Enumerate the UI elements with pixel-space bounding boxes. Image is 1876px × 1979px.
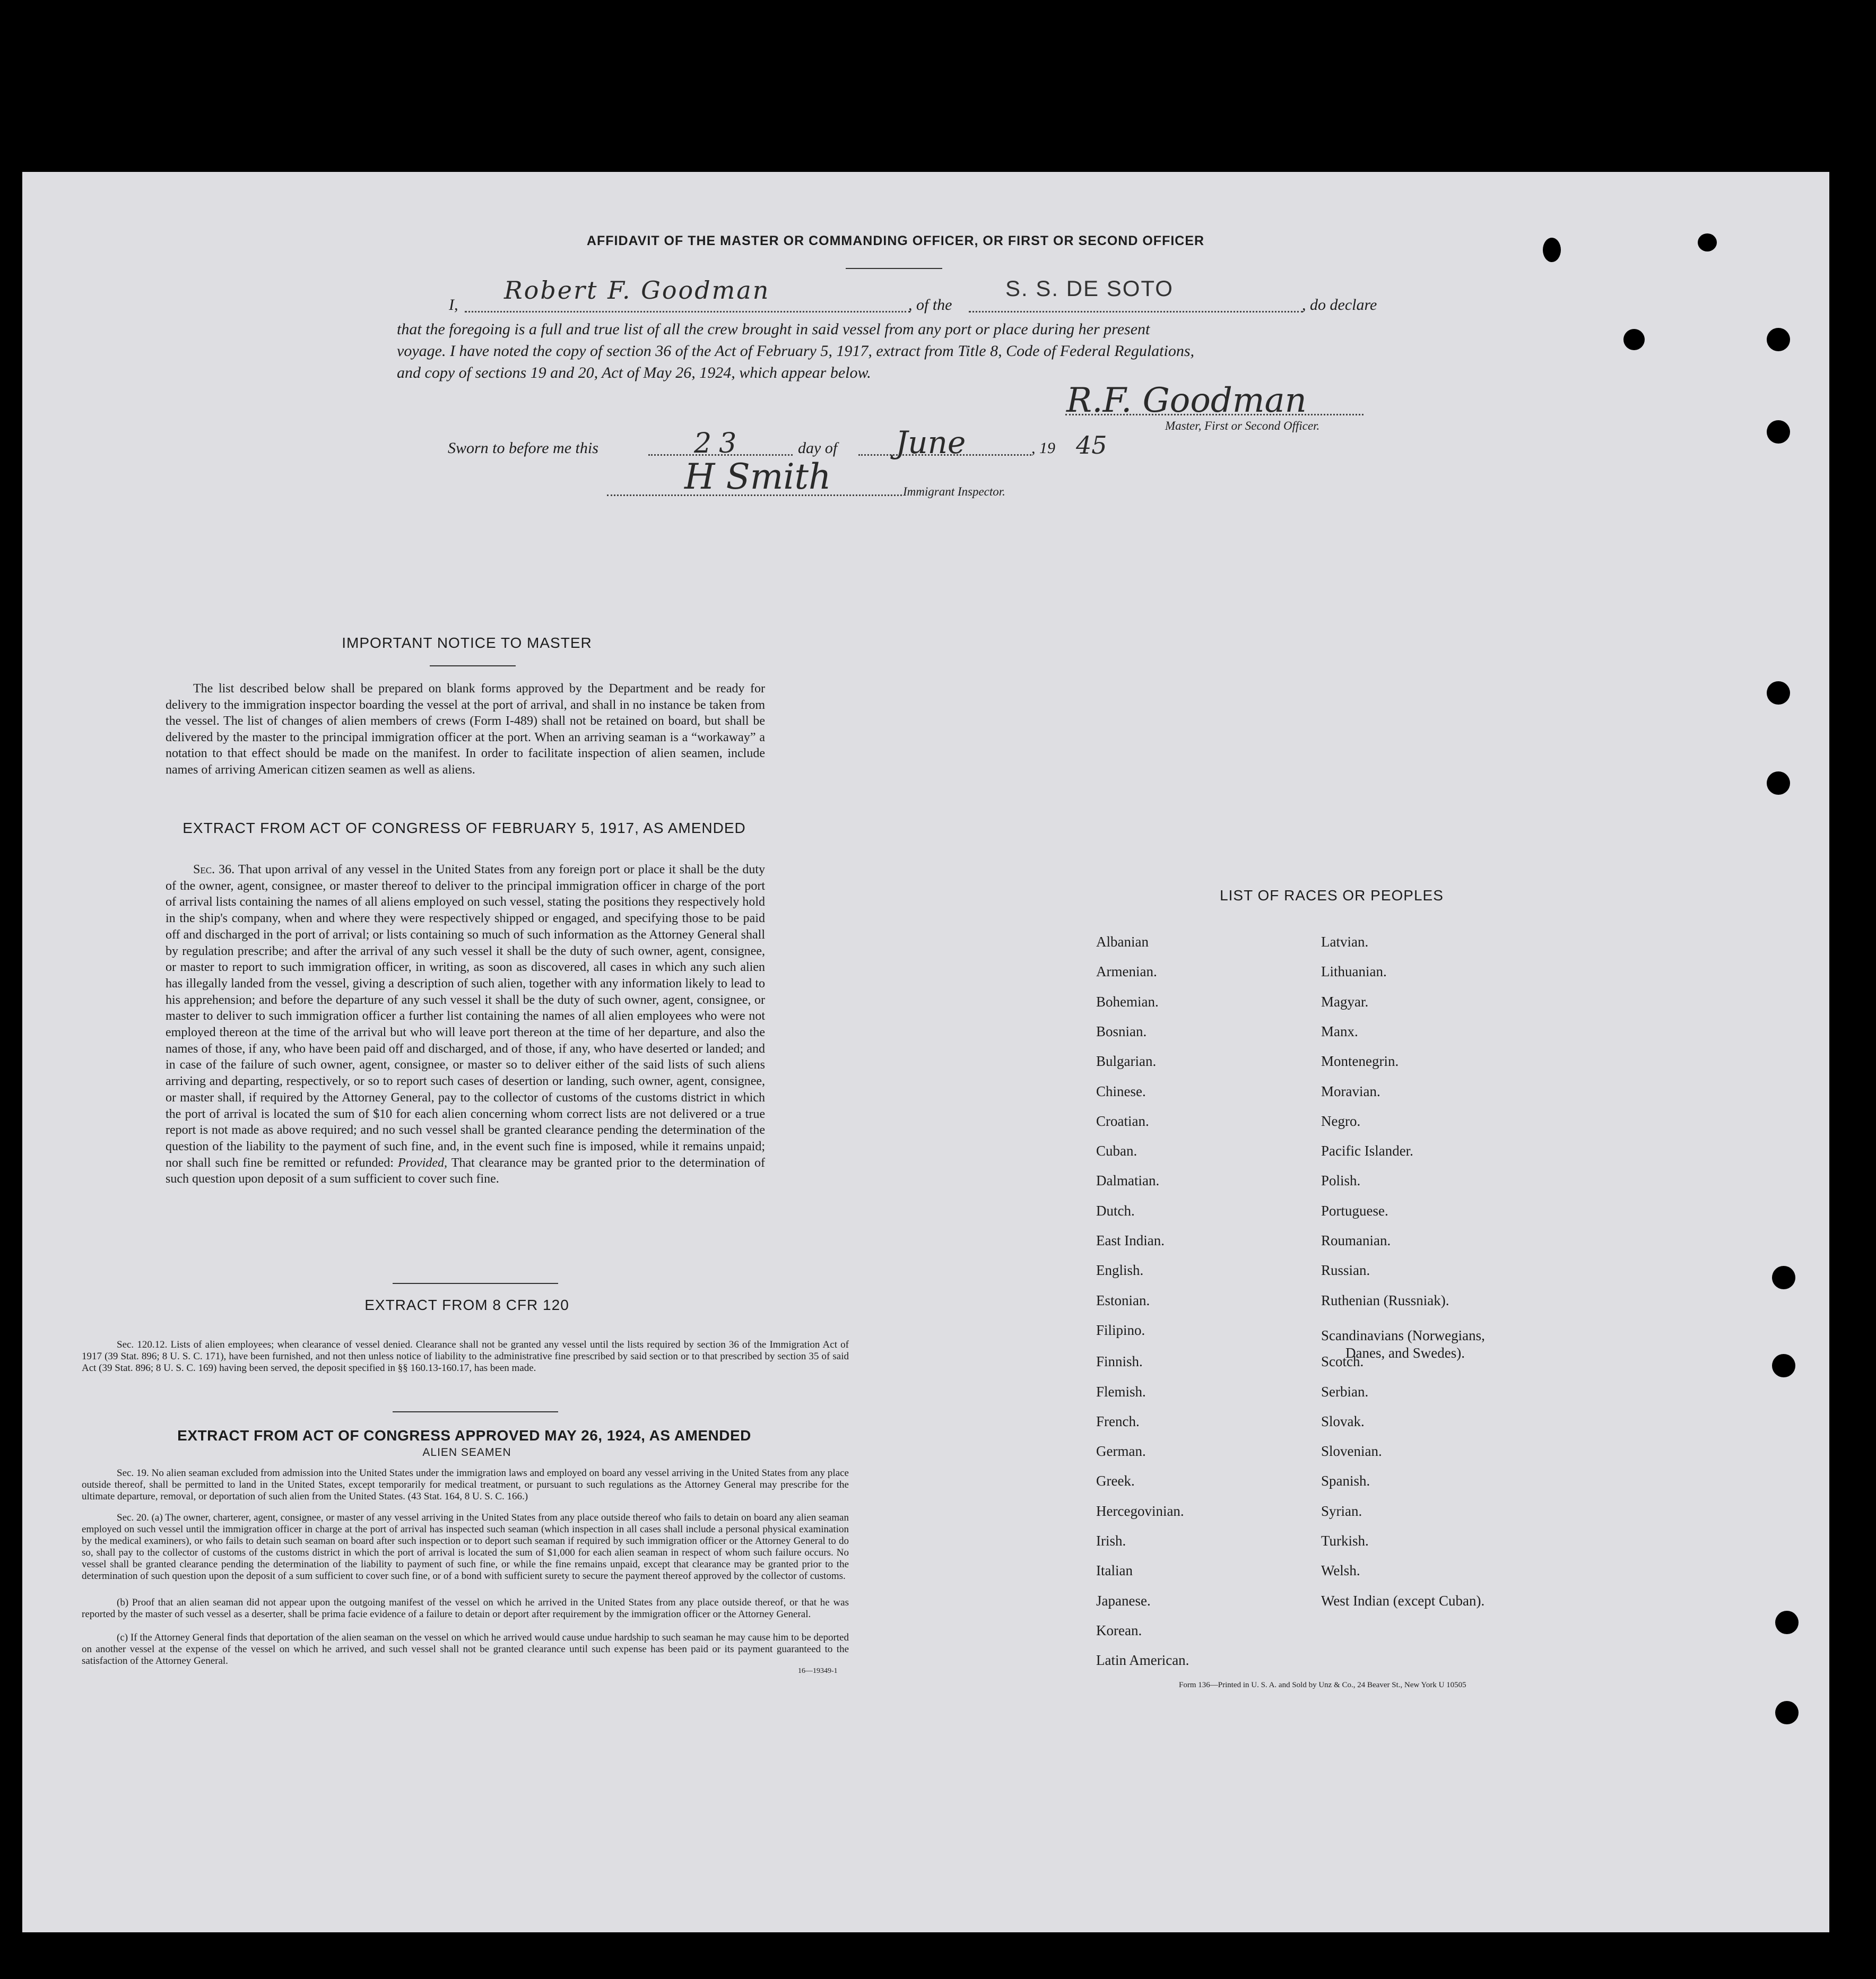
race-item: Finnish.: [1096, 1353, 1143, 1370]
day-of-label: day of: [798, 439, 838, 457]
race-item: Portuguese.: [1321, 1202, 1388, 1219]
race-item: Turkish.: [1321, 1533, 1369, 1549]
race-item: Manx.: [1321, 1023, 1358, 1039]
inspector-signature: H Smith: [684, 456, 831, 497]
races-title: LIST OF RACES OR PEOPLES: [1220, 887, 1444, 904]
race-item: Negro.: [1321, 1113, 1361, 1129]
cfr-title: EXTRACT FROM 8 CFR 120: [364, 1297, 569, 1313]
affidavit-pronoun: I,: [449, 296, 458, 314]
punch-hole: [1772, 1354, 1795, 1377]
vessel-line: [969, 311, 1303, 313]
punch-hole: [1767, 771, 1790, 795]
race-item: Hercegovinian.: [1096, 1503, 1184, 1519]
race-item: West Indian (except Cuban).: [1321, 1592, 1485, 1609]
race-item: German.: [1096, 1443, 1146, 1460]
sec-19-text: Sec. 19. No alien seaman excluded from admission into the United States under the immigration laws and employed on board any vessel arriving in the United States from any place outside thereof, shall be permitted to land in the United States, except temporarily for medical treatment, or pursuant to such regulations as the Attorney General may prescribe for the ultimate departure, removal, or deportation of such alien from the United States. (43 Stat. 164, 8 U. S. C. 166.): [82, 1468, 849, 1502]
form-code: 16—19349-1: [798, 1667, 838, 1675]
race-item: Dutch.: [1096, 1202, 1135, 1219]
race-item: Dalmatian.: [1096, 1173, 1160, 1189]
punch-hole: [1775, 1701, 1799, 1724]
sworn-prefix: Sworn to before me this: [448, 439, 598, 457]
notice-title: IMPORTANT NOTICE TO MASTER: [342, 635, 592, 651]
race-item: Bulgarian.: [1096, 1053, 1157, 1070]
punch-hole: [1767, 420, 1790, 444]
affidavit-body-3: and copy of sections 19 and 20, Act of May 26, 1924, which appear below.: [397, 364, 871, 381]
race-item: Moravian.: [1321, 1083, 1380, 1099]
race-item: Lithuanian.: [1321, 964, 1387, 980]
race-item: Syrian.: [1321, 1503, 1362, 1519]
race-item: East Indian.: [1096, 1232, 1165, 1248]
cfr-text: Sec. 120.12. Lists of alien employees; when clearance of vessel denied. Clearance shall not be granted any vessel until the lists required by section 36 of the Immigration Act of 1917 (39 Stat. 896; 8 U. S. C. 171), have been furnished, and not then unless notice of liability to the administrative fine prescribed by said section or to that prescribed by section 35 of said Act (39 Stat. 896; 8 U. S. C. 169) having been served, the deposit specified in §§ 160.13-160.17, has been made.: [82, 1339, 849, 1374]
punch-hole: [1623, 329, 1645, 350]
race-item: French.: [1096, 1413, 1140, 1429]
provided-label: Provided,: [397, 1156, 448, 1170]
punch-hole: [1698, 233, 1717, 251]
race-item: Russian.: [1321, 1262, 1370, 1279]
race-item: Slovenian.: [1321, 1443, 1382, 1460]
affidavit-body-1: that the foregoing is a full and true list of all the crew brought in said vessel from any port or place during her present: [397, 320, 1150, 338]
sworn-month: June: [896, 424, 966, 461]
extract-1917-text: [166, 862, 765, 1187]
race-item: Armenian.: [1096, 964, 1157, 980]
section-label: Sec. 36.: [193, 863, 235, 876]
race-item: Serbian.: [1321, 1383, 1369, 1400]
race-item: Scandinavians (Norwegians,: [1321, 1327, 1485, 1343]
race-item: Cuban.: [1096, 1143, 1137, 1159]
race-item: Roumanian.: [1321, 1232, 1391, 1248]
inspector-caption: Immigrant Inspector.: [903, 485, 1005, 498]
sec-20c-text: (c) If the Attorney General finds that deportation of the alien seaman on the vessel on which he arrived would cause undue hardship to such seaman he may cause him to be deported on another vessel at the expense of the vessel on which he arrived, and such vessel shall not be granted clearance until such expense has been paid or its payment guaranteed to the satisfaction of the Attorney General.: [82, 1632, 849, 1666]
vessel-name: S. S. DE SOTO: [1005, 276, 1174, 301]
race-item: Irish.: [1096, 1533, 1126, 1549]
race-item: Chinese.: [1096, 1083, 1146, 1099]
race-item: Latvian.: [1321, 934, 1369, 950]
race-item: Bosnian.: [1096, 1023, 1147, 1039]
race-item: Bohemian.: [1096, 993, 1159, 1010]
race-item: English.: [1096, 1262, 1144, 1279]
race-item: Flemish.: [1096, 1383, 1146, 1400]
race-item: Latin American.: [1096, 1652, 1189, 1669]
extract-1924-subtitle: ALIEN SEAMEN: [422, 1446, 511, 1459]
sec-20a-text: Sec. 20. (a) The owner, charterer, agent, consignee, or master of any vessel arriving in the United States from any place outside thereof who fails to detain on board any alien seaman employed on such vessel until the immigration officer in charge at the port of arrival has inspected such seaman (which inspection in all cases shall include a personal physical examination by the medical examiners), or who fails to detain such seaman on board after such inspection or to deport such seaman if required by such immigration officer or the Attorney General to do so, shall pay to the collector of customs of the customs district in which the port of arrival is located the sum of $1,000 for each alien seaman in respect of whom such failure occurs. No vessel shall be granted clearance pending the determination of the liability to payment of such fine, or while the fine remains unpaid, except that clearance may be granted prior to the determination of such question upon the deposit of a sum sufficient to cover such fine, or of a bond with sufficient surety to secure the payment thereof approved by the collector of customs.: [82, 1512, 849, 1582]
race-item: Korean.: [1096, 1622, 1142, 1638]
race-item: Slovak.: [1321, 1413, 1365, 1429]
divider: [393, 1411, 558, 1412]
race-item: Estonian.: [1096, 1292, 1150, 1308]
race-item: Filipino.: [1096, 1322, 1145, 1338]
extract-1917-title: EXTRACT FROM ACT OF CONGRESS OF FEBRUARY 5, 1917, AS AMENDED: [183, 820, 746, 836]
divider: [393, 1283, 558, 1284]
punch-hole: [1767, 328, 1790, 351]
year-prefix: , 19: [1031, 439, 1055, 457]
race-item: Croatian.: [1096, 1113, 1149, 1129]
affidavit-title: AFFIDAVIT OF THE MASTER OR COMMANDING OFFICER, OR FIRST OR SECOND OFFICER: [586, 233, 1205, 248]
sec-20b-text: (b) Proof that an alien seaman did not appear upon the outgoing manifest of the vessel on which he arrived in the United States from any place outside thereof, or that he was reported by the master of such vessel as a deserter, shall be prima facie evidence of a failure to detain or deport after requirement by the immigration officer or the Attorney General.: [82, 1597, 849, 1620]
race-item: Danes, and Swedes).: [1345, 1345, 1465, 1361]
race-item: Ruthenian (Russniak).: [1321, 1292, 1449, 1308]
race-item: Montenegrin.: [1321, 1053, 1399, 1070]
master-name: Robert F. Goodman: [504, 276, 770, 305]
race-item: Polish.: [1321, 1173, 1361, 1189]
race-item: Greek.: [1096, 1473, 1135, 1489]
extract-1924-title: EXTRACT FROM ACT OF CONGRESS APPROVED MAY 26, 1924, AS AMENDED: [177, 1427, 751, 1444]
do-declare-label: , do declare: [1302, 296, 1377, 314]
race-item: Pacific Islander.: [1321, 1143, 1413, 1159]
section-36-text: That upon arrival of any vessel in the United States from any foreign port or place it shall be the duty of the owner, agent, consignee, or master thereof to deliver to the principal immigration officer in charge of the port of arrival lists containing the names of all aliens employed on such vessel, stating the positions they respectively hold in the ship's company, when and where they were respectively shipped or engaged, and specifying those to be paid off and discharged in the port of arrival; or lists containing so much of such information as the Attorney General shall by regulation prescribe; and after the arrival of any such vessel it shall be the duty of such owner, agent, consignee, or master to report to such immigration officer, in writing, as soon as discovered, all cases in which any such alien has illegally landed from the vessel, giving a description of such alien, together with any information likely to lead to his apprehension; and before the departure of any such vessel it shall be the duty of such owner, agent, consignee, or master to deliver to such immigration officer a further list containing the names of all alien employees who were not employed thereon at the time of the arrival but who will leave port thereon at the time of her departure, and also the names of those, if any, who have been paid off and discharged, and of those, if any, who have deserted or landed; and in case of the failure of such owner, agent, consignee, or master so to deliver either of the said lists of such aliens arriving and departing, respectively, or so to report such cases of desertion or landing, such owner, agent, consignee, or master shall, if required by the Attorney General, pay to the collector of customs of the customs district in which the port of arrival is located the sum of $10 for each alien concerning whom correct lists are not delivered or a true report is not made as above required; and no such vessel shall be granted clearance pending the determination of the question of the liability to the payment of such fine, and, in the event such fine is imposed, while it remains unpaid; nor shall such fine be remitted or refunded:: [166, 863, 765, 1170]
name-line: [465, 311, 910, 313]
punch-hole: [1767, 681, 1790, 705]
affidavit-body-2: voyage. I have noted the copy of section 36 of the Act of February 5, 1917, extract from Title 8, Code of Federal Regulations,: [397, 342, 1195, 360]
race-item: Scotch.: [1321, 1353, 1364, 1370]
punch-hole: [1775, 1611, 1799, 1634]
form-footer: Form 136—Printed in U. S. A. and Sold by Unz & Co., 24 Beaver St., New York U 10505: [1179, 1681, 1466, 1689]
race-item: Magyar.: [1321, 993, 1369, 1010]
race-item: Welsh.: [1321, 1563, 1360, 1579]
section-36-text-end: That clearance may be granted prior to the determination of such question upon deposit of a sum sufficient to cover such fine.: [166, 1156, 766, 1186]
sworn-day: 23: [694, 428, 744, 459]
sworn-year: 45: [1076, 431, 1107, 459]
master-signature: R.F. Goodman: [1066, 381, 1307, 420]
punch-hole: [1543, 238, 1561, 262]
race-item: Spanish.: [1321, 1473, 1370, 1489]
punch-hole: [1772, 1266, 1795, 1289]
divider: [846, 268, 942, 269]
master-signature-line: [1065, 414, 1363, 415]
master-caption: Master, First or Second Officer.: [1165, 419, 1320, 432]
race-item: Italian: [1096, 1563, 1133, 1579]
race-item: Japanese.: [1096, 1592, 1151, 1609]
of-the-label: , of the: [908, 296, 952, 314]
notice-text: The list described below shall be prepared on blank forms approved by the Department and be ready for delivery to the immigration inspector boarding the vessel at the port of arrival, and shall in no instance be taken from the vessel. The list of changes of alien members of crews (Form I-489) shall not be retained on board, but shall be delivered by the master to the principal immigration officer at the port. When an arriving seaman is a “workaway” a notation to that effect should be made on the manifest. In order to facilitate inspection of alien seamen, include names of arriving American citizen seamen as well as aliens.: [166, 682, 765, 777]
race-item: Albanian: [1096, 934, 1149, 950]
divider: [430, 665, 516, 666]
